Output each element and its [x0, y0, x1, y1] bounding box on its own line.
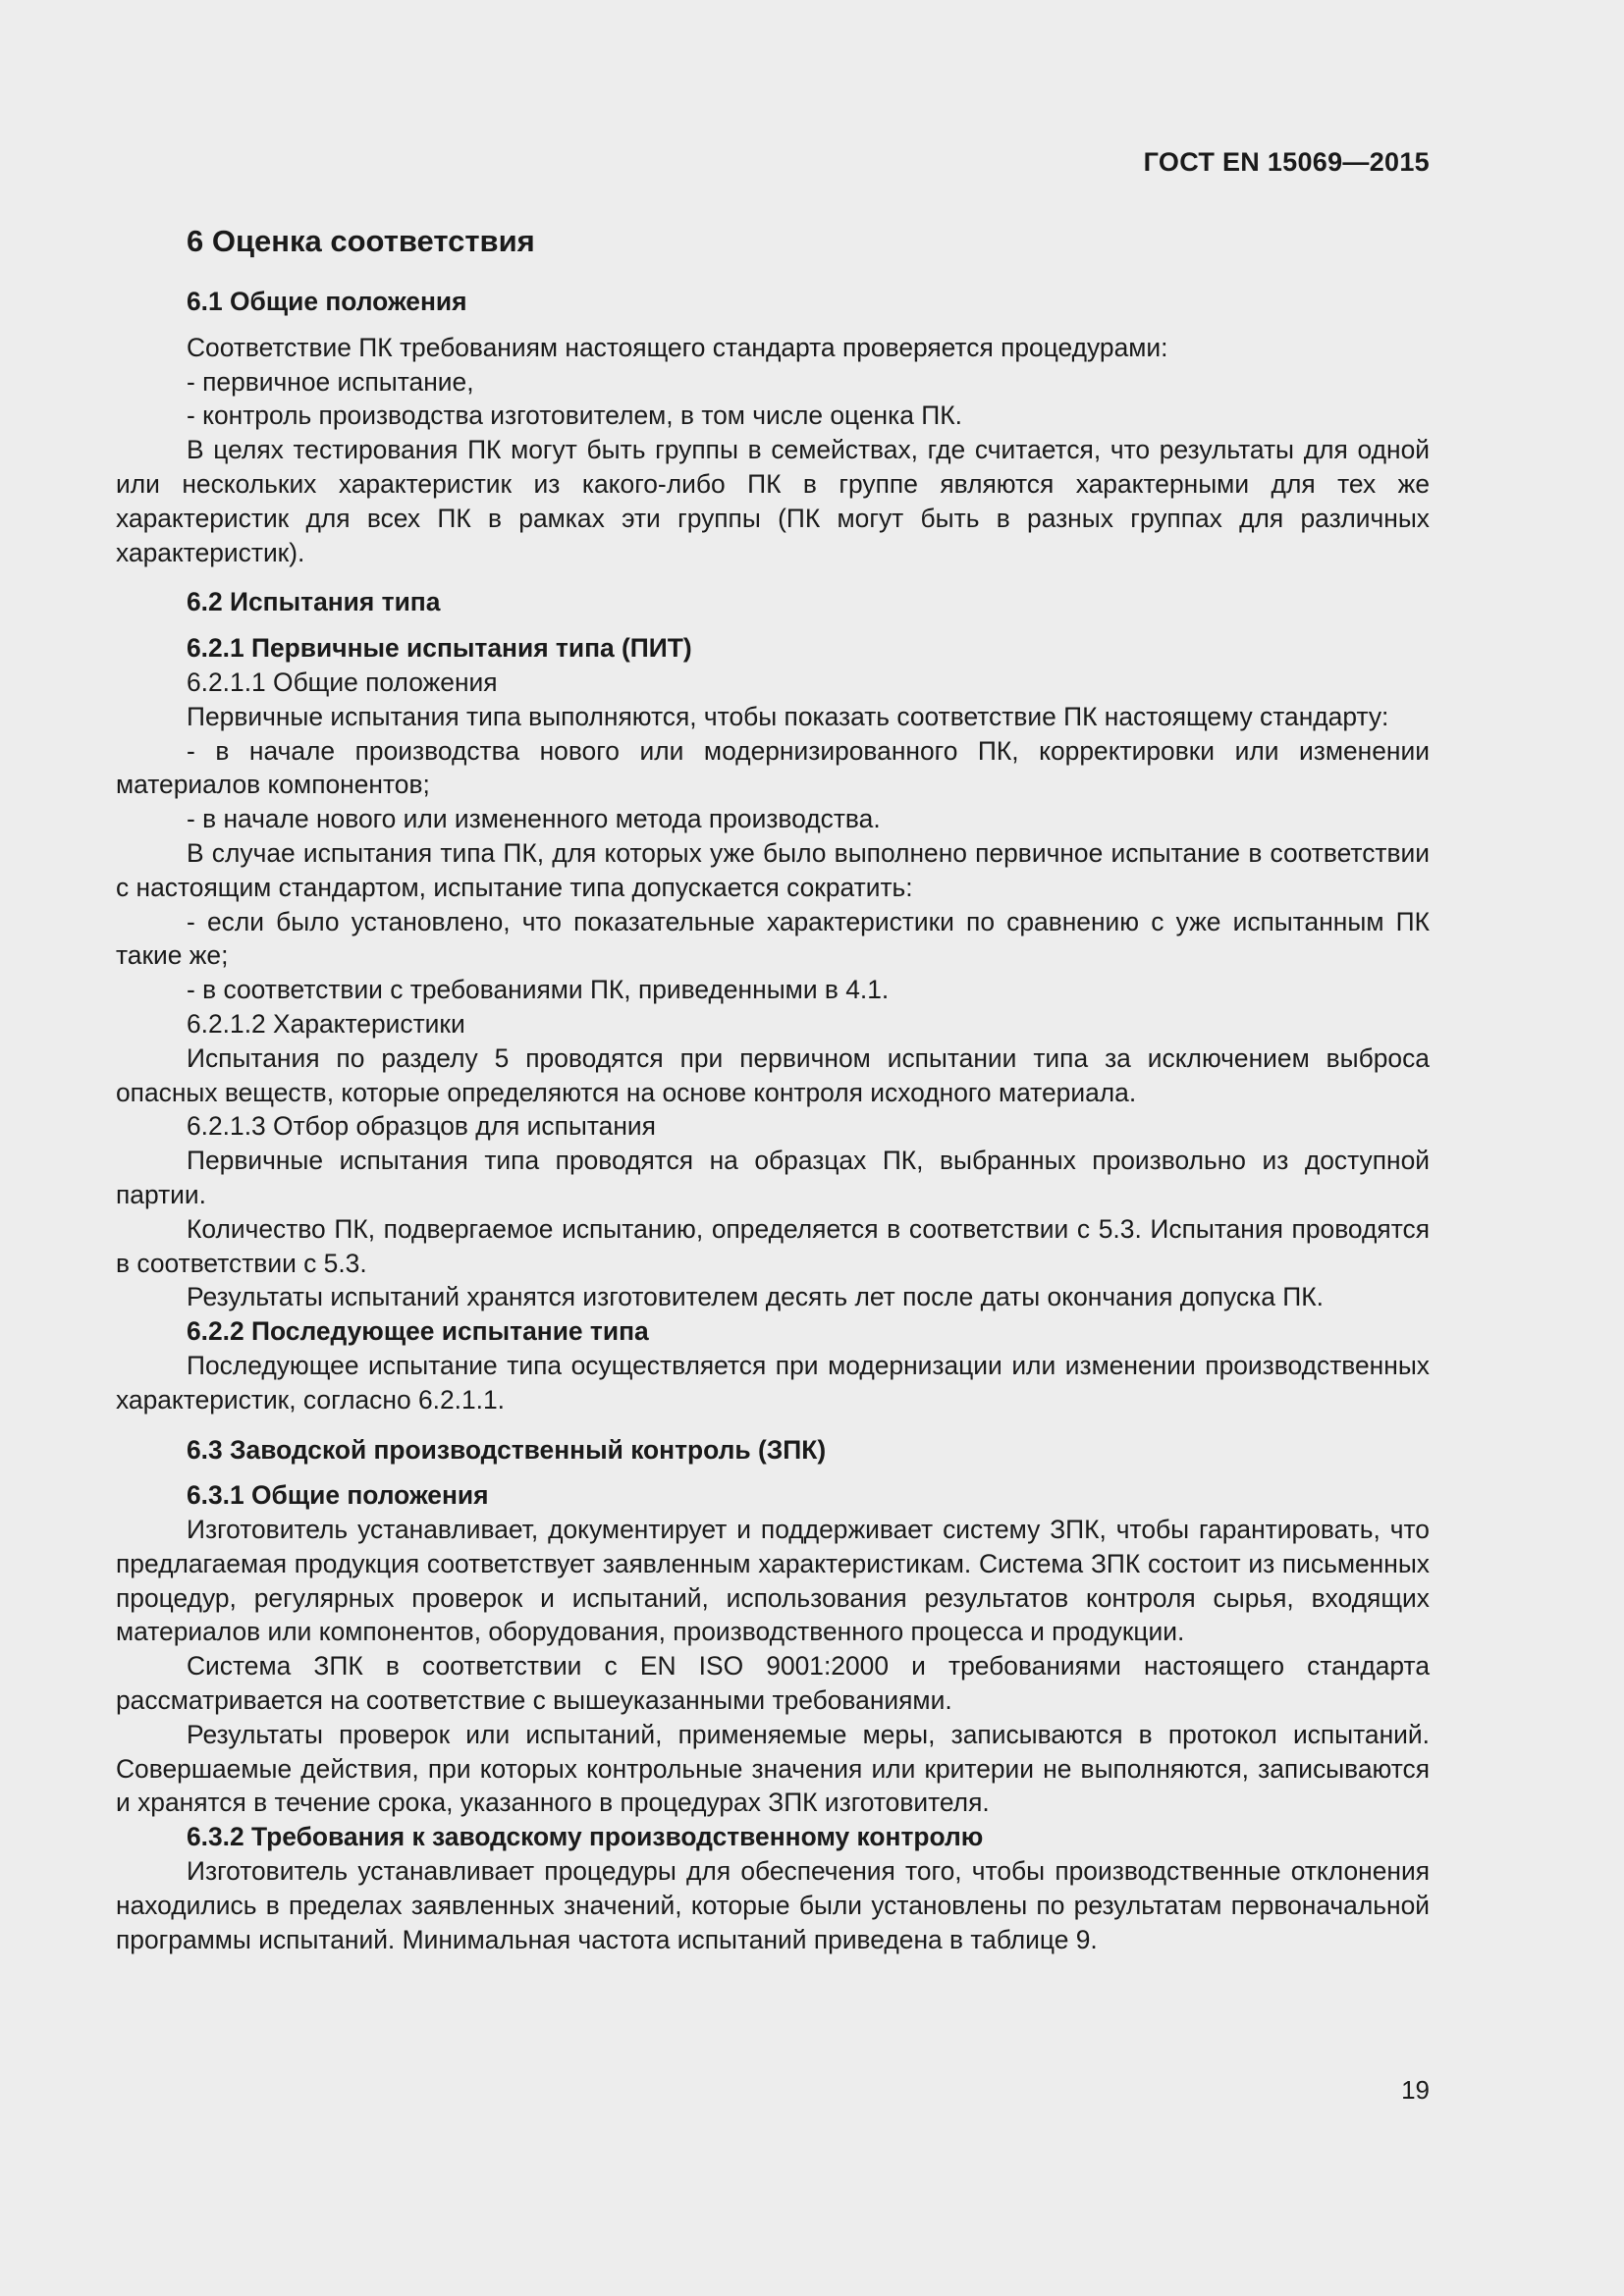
section-6-3-2-title: 6.3.2 Требования к заводскому производственному контролю	[187, 1822, 984, 1852]
section-6-3-1-title: 6.3.1 Общие положения	[187, 1480, 489, 1511]
page-number: 19	[1401, 2075, 1430, 2105]
list-item: - первичное испытание,	[187, 366, 474, 397]
section-6-3-title: 6.3 Заводской производственный контроль (ЗПК)	[187, 1434, 827, 1465]
paragraph: В случае испытания типа ПК, для которых уже было выполнено первичное испытание в соответствии с настоящим стандартом, испытание типа допускается сократить:	[116, 837, 1430, 902]
section-6-1-title: 6.1 Общие положения	[187, 287, 467, 316]
list-item: - контроль производства изготовителем, в том числе оценка ПК.	[187, 400, 962, 431]
paragraph: Количество ПК, подвергаемое испытанию, определяется в соответствии с 5.3. Испытания проводятся в соответствии с 5.3.	[116, 1213, 1430, 1278]
section-6-2-1-title: 6.2.1 Первичные испытания типа (ПИТ)	[187, 633, 692, 664]
section-6-2-title: 6.2 Испытания типа	[187, 587, 441, 617]
section-6-2-1-2-title: 6.2.1.2 Характеристики	[187, 1008, 465, 1039]
section-6-2-1-3-title: 6.2.1.3 Отбор образцов для испытания	[187, 1111, 656, 1142]
paragraph: Изготовитель устанавливает, документирует и поддерживает систему ЗПК, чтобы гарантировать, что предлагаемая продукция соответствует заявленным характеристикам. Система ЗПК состоит из письменных процедур, регулярных проверок и испытаний, использования результатов контроля сырья, входящих материалов или компонентов, оборудования, производственного процесса и продукции.	[116, 1515, 1430, 1647]
paragraph: Изготовитель устанавливает процедуры для обеспечения того, чтобы производственные отклонения находились в пределах заявленных значений, которые были установлены по результатам первоначальной программы испытаний. Минимальная частота испытаний приведена в таблице 9.	[116, 1856, 1430, 1954]
list-item: - в соответствии с требованиями ПК, приведенными в 4.1.	[187, 975, 890, 1005]
document-code: ГОСТ EN 15069—2015	[1143, 147, 1430, 177]
section-6-2-1-1-title: 6.2.1.1 Общие положения	[187, 667, 498, 697]
section-6-2-2-title: 6.2.2 Последующее испытание типа	[187, 1316, 649, 1347]
list-item: - если было установлено, что показательные характеристики по сравнению с уже испытанным ПК такие же;	[116, 906, 1430, 971]
paragraph: Первичные испытания типа выполняются, чтобы показать соответствие ПК настоящему стандарту:	[187, 701, 1389, 731]
paragraph: Система ЗПК в соответствии с EN ISO 9001:2000 и требованиями настоящего стандарта рассматривается на соответствие с вышеуказанными требованиями.	[116, 1651, 1430, 1716]
page-content	[116, 222, 1430, 1956]
section-6-title: 6 Оценка соответствия	[187, 224, 535, 258]
paragraph: Соответствие ПК требованиям настоящего стандарта проверяется процедурами:	[187, 332, 1168, 362]
paragraph: Первичные испытания типа проводятся на образцах ПК, выбранных произвольно из доступной партии.	[116, 1146, 1430, 1209]
paragraph: Результаты проверок или испытаний, применяемые меры, записываются в протокол испытаний. Совершаемые действия, при которых контрольные значения или критерии не выполняются, записываются и хранятся в течение срока, указанного в процедурах ЗПК изготовителя.	[116, 1719, 1430, 1818]
paragraph: В целях тестирования ПК могут быть группы в семействах, где считается, что результаты для одной или нескольких характеристик из какого-либо ПК в группе являются характерными для тех же характеристик для всех ПК в рамках эти группы (ПК могут быть в разных группах для различных характеристик).	[116, 435, 1430, 567]
list-item: - в начале нового или измененного метода производства.	[187, 804, 881, 834]
paragraph: Последующее испытание типа осуществляется при модернизации или изменении производственных характеристик, согласно 6.2.1.1.	[116, 1350, 1430, 1415]
list-item: - в начале производства нового или модернизированного ПК, корректировки или изменении материалов компонентов;	[116, 735, 1430, 800]
paragraph: Испытания по разделу 5 проводятся при первичном испытании типа за исключением выброса опасных веществ, которые определяются на основе контроля исходного материала.	[116, 1042, 1430, 1107]
paragraph: Результаты испытаний хранятся изготовителем десять лет после даты окончания допуска ПК.	[187, 1282, 1324, 1312]
